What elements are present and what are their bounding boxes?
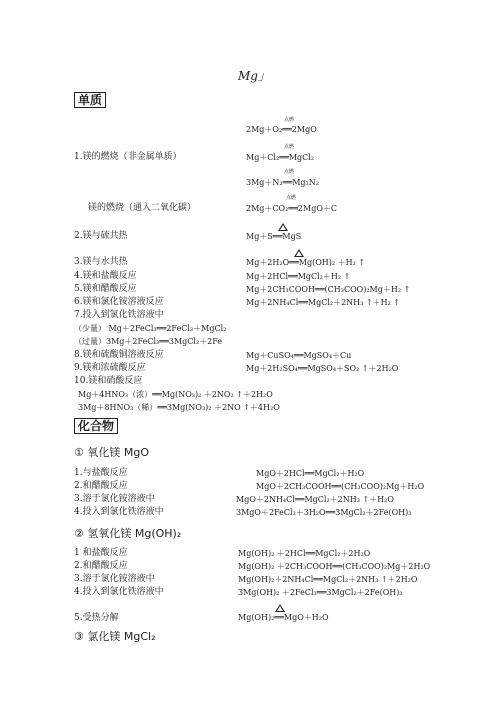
heat-triangle-icon	[275, 604, 285, 612]
section-elemental: 单质	[74, 92, 106, 108]
mgoh-item-equation: Mg(OH)₂══MgO＋H₂O	[238, 613, 329, 622]
mgo-heading: ① 氧化镁 MgO	[74, 446, 149, 459]
heat-triangle-icon	[278, 223, 288, 231]
reaction-7-label: 7.投入到氯化铁溶液中	[74, 310, 164, 320]
equation-mg-h2so4: Mg＋2H₂SO₄══MgSO₄＋SO₂ ↑＋2H₂O	[246, 364, 399, 373]
mgcl2-heading: ③ 氯化镁 MgCl₂	[74, 630, 156, 643]
mgo-item-equation: 3MgO＋2FeCl₃＋3H₂O══3MgCl₂＋2Fe(OH)₃	[236, 508, 412, 517]
heat-triangle-icon	[294, 249, 304, 257]
condition-ignite-c: 点燃	[284, 169, 295, 175]
reaction-1-label: 1.镁的燃烧（非金属单质）	[74, 152, 182, 162]
equation-mg-cl2: Mg＋Cl₂══MgCl₂	[246, 153, 315, 162]
equation-mg-o2: 2Mg＋O₂══2MgO	[246, 125, 317, 134]
reaction-9-label: 9.镁和浓硫酸反应	[74, 363, 146, 373]
equation-mg-nh4cl: Mg＋2NH₄Cl══MgCl₂＋2NH₃ ↑＋H₂ ↑	[246, 298, 401, 307]
equation-mg-co2: 2Mg＋CO₂══2MgO＋C	[246, 204, 338, 213]
reaction-4-label: 4.镁和盐酸反应	[74, 271, 137, 281]
mgo-item-label: 1.与盐酸反应	[74, 468, 128, 478]
reaction-1b-label: 镁的燃烧（通入二氧化碳）	[88, 203, 197, 213]
condition-ignite-d: 点燃	[286, 195, 297, 201]
equation-mg-hno3-conc: Mg＋4HNO₃（浓）══Mg(NO₃)₂ ＋2NO₂ ↑＋2H₂O	[78, 390, 273, 399]
mgoh-item-label: 2.和醋酸反应	[74, 561, 128, 571]
reaction-8-label: 8.镁和硫酸铜溶液反应	[74, 350, 164, 360]
mgo-item-equation: MgO＋2NH₄Cl══MgCl₂＋2NH₃ ↑＋H₂O	[236, 495, 394, 504]
mgo-item-label: 3.溶于氯化铵溶液中	[74, 494, 155, 504]
equation-mg-cuso4: Mg＋CuSO₄══MgSO₄＋Cu	[246, 351, 352, 360]
reaction-3-label: 3.镁与水共热	[74, 257, 128, 267]
condition-ignite-b: 点燃	[284, 144, 295, 150]
mgo-item-equation: MgO＋2CH₃COOH══(CH₃COO)₂Mg＋H₂O	[256, 482, 425, 491]
mgoh-item-label: 4.投入到氯化铁溶液中	[74, 587, 164, 597]
equation-mg-s: Mg＋S══MgS	[246, 232, 302, 241]
mgoh-item-label: 1 和盐酸反应	[74, 548, 128, 558]
condition-ignite-a: 点燃	[284, 117, 295, 123]
mgoh-item-equation: Mg(OH)₂ ＋2CH₃COOH══(CH₃COO)₂Mg＋2H₂O	[238, 562, 431, 571]
section-compounds: 化合物	[74, 418, 118, 434]
mgo-item-equation: MgO＋2HCl══MgCl₂＋H₂O	[256, 469, 365, 478]
equation-mg-fecl3-excess: （过量）3Mg＋2FeCl₃══3MgCl₂＋2Fe	[74, 337, 223, 346]
reaction-10-label: 10.镁和硝酸反应	[74, 376, 143, 386]
equation-mg-acetic: Mg＋2CH₃COOH══(CH₃COO)₂Mg＋H₂ ↑	[246, 285, 411, 294]
equation-mg-hno3-dilute: 3Mg＋8HNO₃（稀）══3Mg(NO₃)₂ ＋2NO ↑＋4H₂O	[78, 403, 280, 412]
reaction-6-label: 6.镁和氯化铵溶液反应	[74, 297, 164, 307]
equation-mg-hcl: Mg＋2HCl══MgCl₂＋H₂ ↑	[246, 272, 351, 281]
mgoh-item-label: 3.溶于氯化铵溶液中	[74, 574, 155, 584]
equation-mg-fecl3-less: （少量） Mg＋2FeCl₃══2FeCl₂＋MgCl₂	[74, 324, 227, 333]
page-title: Mg」	[238, 69, 270, 83]
mgoh-heading: ② 氢氧化镁 Mg(OH)₂	[74, 527, 182, 540]
mgo-item-label: 4.投入到氯化铁溶液中	[74, 507, 164, 517]
equation-mg-n2: 3Mg＋N₂══Mg₃N₂	[246, 178, 319, 187]
mgoh-item-label: 5.受热分解	[74, 613, 119, 623]
equation-mg-h2o: Mg＋2H₂O══Mg(OH)₂ ＋H₂ ↑	[246, 258, 366, 267]
mgoh-item-equation: 3Mg(OH)₂ ＋2FeCl₃══3MgCl₂＋2Fe(OH)₃	[238, 588, 403, 597]
mgoh-item-equation: Mg(OH)₂＋2NH₄Cl══MgCl₂＋2NH₃ ↑＋2H₂O	[238, 575, 418, 584]
reaction-5-label: 5.镁和醋酸反应	[74, 284, 137, 294]
mgoh-item-equation: Mg(OH)₂ ＋2HCl══MgCl₂＋2H₂O	[238, 549, 371, 558]
reaction-2-label: 2.镁与硫共热	[74, 231, 128, 241]
mgo-item-label: 2.和醋酸反应	[74, 481, 128, 491]
